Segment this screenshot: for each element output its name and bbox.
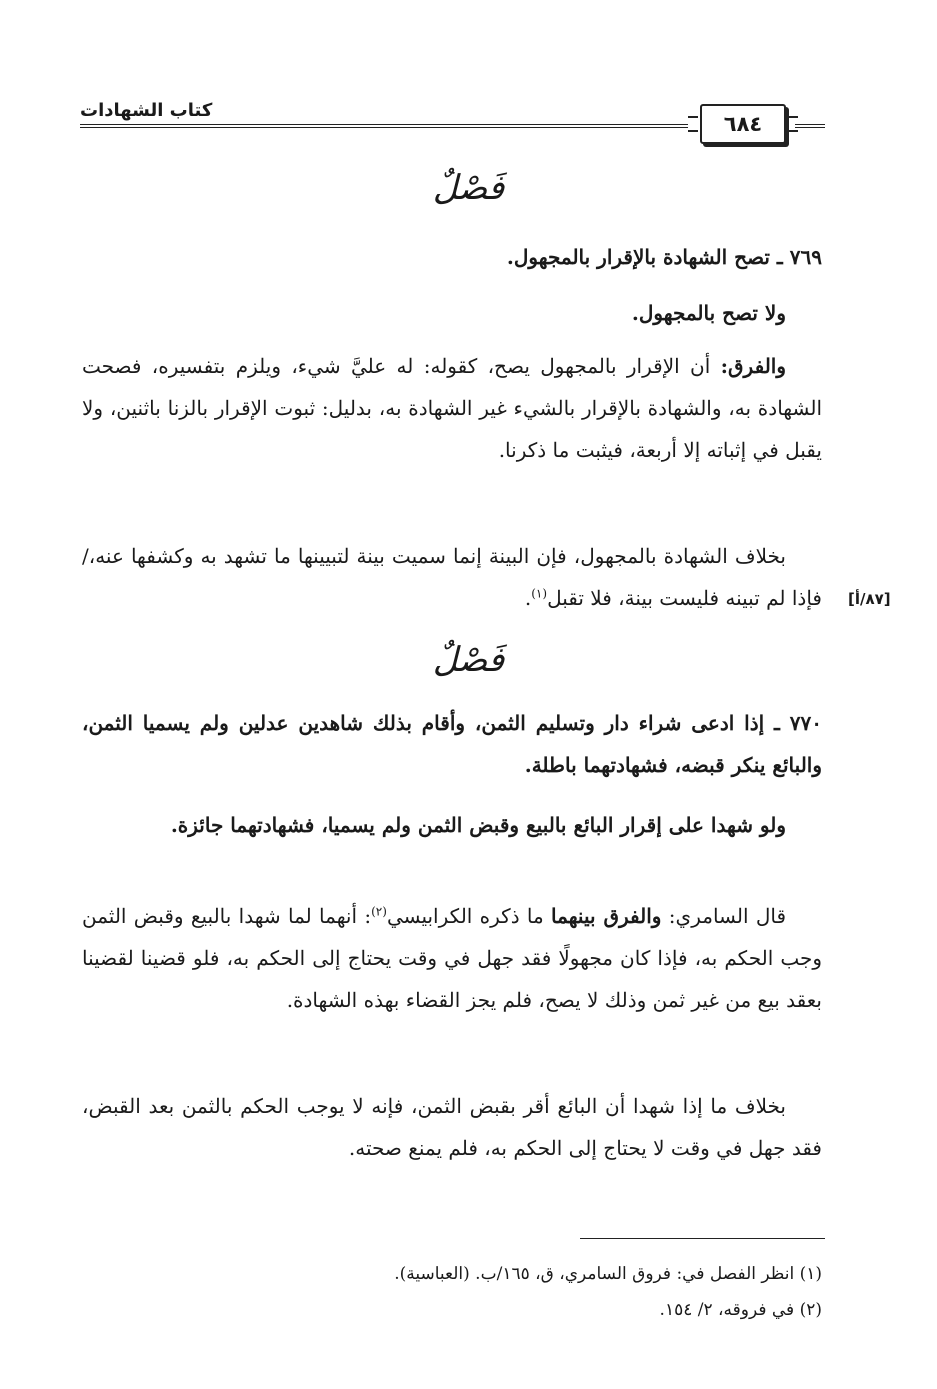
rule-770: ٧٧٠ ـ إذا ادعى شراء دار وتسليم الثمن، وأقام بذلك شاهدين عدلين ولم يسميا الثمن، والبائع ينكر قبضه، فشهادتهما باطلة. — [82, 711, 822, 777]
manuscript-folio-note: [٨٧/أ] — [848, 590, 891, 608]
difference-text: أن الإقرار بالمجهول يصح، كقوله: له عليَّ شيء، ويلزم بتفسيره، فصحت الشهادة به، والشهادة بالإقرار بالشيء غير الشهادة به، بدليل: ثبوت الإقرار بالزنا باثنين، ولا يقبل في إثباته إلا أربعة، فيثبت ما ذكرنا. — [82, 354, 822, 462]
contrast-text: بخلاف الشهادة بالمجهول، فإن البينة إنما سميت بينة لتبيينها ما تشهد به وكشفها عنه،/ فإذا لم تبينه فليست بينة، فلا تقبل — [82, 544, 822, 610]
paragraph-difference-769 — [82, 345, 822, 471]
running-header-title: كتاب الشهادات — [80, 100, 213, 121]
paragraph-difference-770 — [82, 895, 822, 1021]
section-heading: فَصْلٌ — [432, 168, 505, 208]
paragraph-contrast-769 — [82, 535, 822, 619]
rule-770-counter: ولو شهدا على إقرار البائع بالبيع وقبض الثمن ولم يسميا، فشهادتهما جائزة. — [170, 813, 786, 837]
footnote-ref-1[interactable]: (١) — [531, 586, 548, 601]
difference-source: ما ذكره الكرابيسي — [386, 904, 544, 928]
footnote-2: (٢) في فروقه، ٢/ ١٥٤. — [659, 1300, 822, 1320]
footnote-separator — [580, 1238, 825, 1239]
difference-text: : أنهما لما شهدا بالبيع وقبض الثمن وجب الحكم به، فإذا كان مجهولًا فقد جهل في وقت يحتاج إلى الحكم به، فلو قضينا لقضينا بعقد بيع من غير ثمن وذلك لا يصح، فلم يجز القضاء بهذه الشهادة. — [82, 904, 822, 1012]
rule-769-counter: ولا تصح بالمجهول. — [631, 301, 786, 325]
difference-prefix: قال السامري: — [668, 904, 787, 928]
footnote-ref-2[interactable]: (٢) — [371, 904, 387, 919]
section-heading: فَصْلٌ — [432, 640, 505, 680]
footnote-1: (١) انظر الفصل في: فروق السامري، ق، ١٦٥/ب. (العباسية). — [394, 1264, 822, 1284]
header-rule — [80, 124, 688, 128]
page-number: ٦٨٤ — [700, 104, 786, 144]
difference-label: والفرق: — [720, 354, 787, 378]
header-rule-short — [795, 124, 825, 128]
rule-769: ٧٦٩ ـ تصح الشهادة بالإقرار بالمجهول. — [506, 245, 822, 269]
contrast-end: . — [524, 586, 532, 610]
paragraph-contrast-770: بخلاف ما إذا شهدا أن البائع أقر بقبض الثمن، فإنه لا يوجب الحكم بالثمن بعد القبض، فقد جهل في وقت لا يحتاج إلى الحكم به، فلم يمنع صحته. — [82, 1094, 822, 1160]
difference-label: والفرق بينهما — [551, 904, 662, 928]
